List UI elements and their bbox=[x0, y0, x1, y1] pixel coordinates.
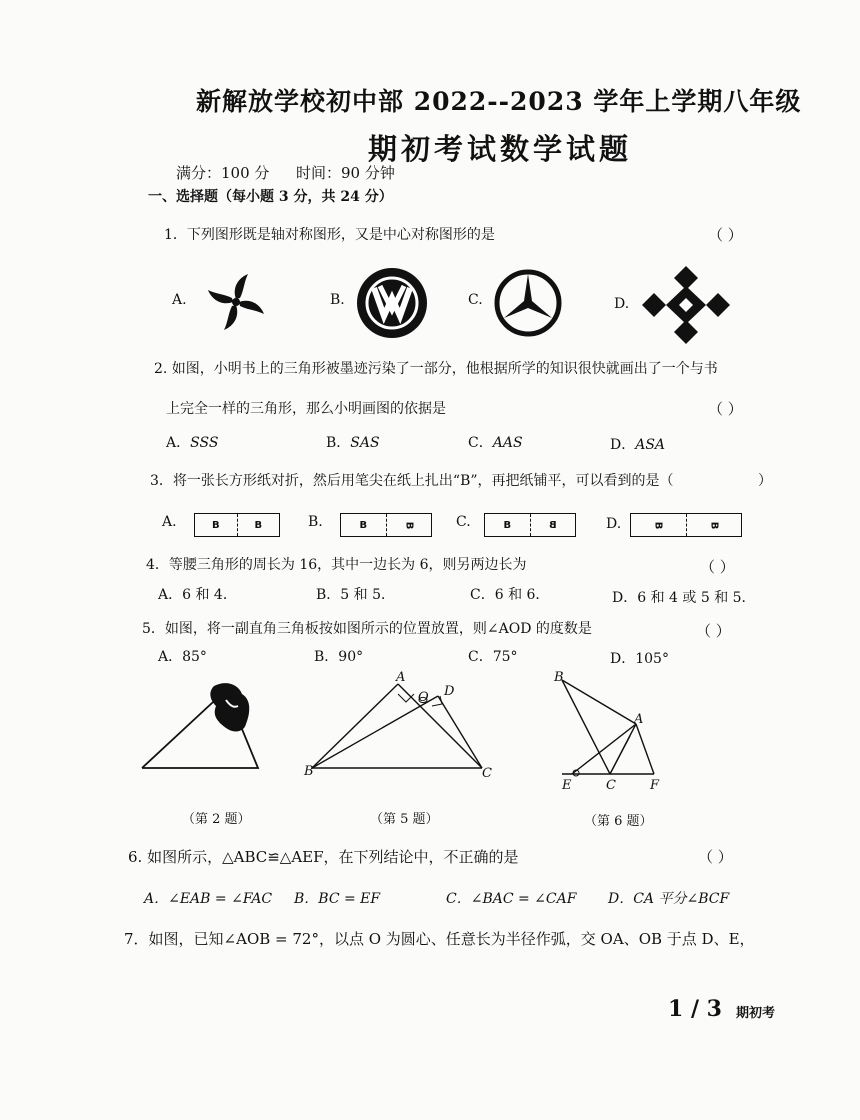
fig5-label-b: B bbox=[304, 764, 314, 779]
q2-option-c bbox=[468, 432, 523, 452]
footer-running-title: 期初考 bbox=[736, 1006, 776, 1021]
exam-school-title: 新解放学校初中部 2022--2023 学年上学期八年级 bbox=[196, 87, 802, 116]
q3-a-right-letter: B bbox=[254, 519, 263, 531]
q5-stem: 5．如图，将一副直角三角板按如图所示的位置放置，则∠AOD 的度数是 bbox=[142, 621, 592, 637]
fig6-label-f: F bbox=[650, 778, 660, 793]
section-title: 一、选择题（每小题 3 分，共 24 分） bbox=[148, 189, 393, 205]
q3-b-left-letter: B bbox=[359, 519, 368, 531]
q4-option-b: B．5 和 5． bbox=[316, 587, 396, 603]
q3-option-c-strip bbox=[484, 513, 576, 537]
q2-option-b-label: B． bbox=[326, 435, 351, 451]
q6-option-c: C．∠BAC = ∠CAF bbox=[446, 891, 577, 907]
q1-label-b: B. bbox=[330, 292, 345, 308]
q3-d-right-letter-rotated: B bbox=[708, 521, 720, 529]
q3-option-a-strip bbox=[194, 513, 280, 537]
q3-label-a: A. bbox=[162, 514, 177, 530]
exam-time: 时间：90 分钟 bbox=[296, 164, 395, 182]
q2-stem-line2: 上完全一样的三角形，那么小明画图的依据是 bbox=[166, 401, 446, 417]
q2-option-b-value: SAS bbox=[350, 435, 380, 451]
q1-answer-paren: （ ） bbox=[708, 226, 743, 244]
q3-a-left-letter: B bbox=[211, 519, 220, 531]
q2-option-b bbox=[326, 432, 380, 452]
q3-stem: 3．将一张长方形纸对折，然后用笔尖在纸上扎出“B”，再把纸铺平，可以看到的是（ bbox=[150, 473, 674, 489]
q6-stem: 6. 如图所示，△ABC≌△AEF，在下列结论中，不正确的是 bbox=[128, 848, 519, 866]
q1-option-d-diamond-cross-figure bbox=[638, 264, 734, 346]
q2-option-c-label: C． bbox=[468, 435, 493, 451]
q1-option-c-three-pointed-star-figure bbox=[492, 268, 564, 338]
q3-label-b: B. bbox=[308, 514, 323, 530]
fig6-label-a: A bbox=[634, 712, 644, 727]
q5-option-b: B．90° bbox=[314, 649, 364, 665]
q3-c-left-letter: B bbox=[503, 519, 512, 531]
q2-option-a-label: A． bbox=[166, 435, 191, 451]
q6-option-a: A．∠EAB = ∠FAC bbox=[144, 891, 273, 907]
q3-option-d-strip bbox=[630, 513, 742, 537]
q1-stem: 1．下列图形既是轴对称图形，又是中心对称图形的是 bbox=[164, 227, 495, 243]
q1-label-a: A. bbox=[172, 292, 187, 308]
fig5-label-o: O bbox=[418, 690, 429, 705]
figure-q6-congruent-triangles bbox=[548, 672, 668, 790]
fig5-label-d: D bbox=[444, 684, 455, 699]
q4-answer-paren: （ ） bbox=[700, 558, 735, 576]
q1-label-d: D. bbox=[614, 296, 630, 312]
fig5-label-c: C bbox=[482, 766, 492, 781]
q4-stem: 4．等腰三角形的周长为 16，其中一边长为 6，则另两边长为 bbox=[146, 557, 527, 573]
q3-label-d: D. bbox=[606, 516, 622, 532]
q2-option-c-value: AAS bbox=[492, 435, 523, 451]
q3-c-right-letter-mirrored: B bbox=[548, 519, 557, 531]
page-number: 1 / 3 bbox=[668, 996, 722, 1022]
q3-b-right-letter-rotated: B bbox=[403, 521, 415, 529]
q1-option-a-pinwheel-figure bbox=[198, 270, 274, 334]
full-score: 满分：100 分 bbox=[176, 164, 270, 182]
fig5-label-a: A bbox=[396, 670, 406, 685]
fig6-label-b: B bbox=[554, 670, 564, 685]
figure-q5-set-squares bbox=[300, 670, 500, 782]
q6-option-b: B．BC = EF bbox=[294, 891, 381, 907]
caption-q5: （第 5 题） bbox=[370, 812, 439, 827]
q2-answer-paren: （ ） bbox=[708, 400, 743, 418]
exam-title: 期初考试数学试题 bbox=[368, 132, 633, 166]
q6-answer-paren: （ ） bbox=[698, 848, 733, 866]
q3-stem-close: ） bbox=[758, 473, 772, 489]
caption-q2: （第 2 题） bbox=[182, 812, 251, 827]
q5-answer-paren: （ ） bbox=[696, 622, 731, 640]
q2-option-d-label: D． bbox=[610, 437, 636, 453]
q2-stem-line1: 2. 如图，小明书上的三角形被墨迹污染了一部分，他根据所学的知识很快就画出了一个与书 bbox=[154, 361, 718, 377]
q7-stem: 7．如图，已知∠AOB = 72°，以点 O 为圆心、任意长为半径作弧，交 OA、OB 于点 D、E， bbox=[124, 930, 755, 948]
fig6-label-c: C bbox=[606, 778, 616, 793]
q5-option-d: D．105° bbox=[610, 651, 669, 667]
q5-option-c: C．75° bbox=[468, 649, 518, 665]
q6-option-d: D．CA 平分∠BCF bbox=[608, 891, 730, 907]
q2-option-a bbox=[166, 432, 218, 452]
q1-option-b-vw-logo-figure bbox=[354, 266, 430, 340]
q3-option-b-strip bbox=[340, 513, 432, 537]
q4-option-d: D．6 和 4 或 5 和 5． bbox=[612, 590, 756, 606]
q4-option-a: A．6 和 4． bbox=[158, 587, 237, 603]
q3-label-c: C. bbox=[456, 514, 471, 530]
q2-option-d-value: ASA bbox=[635, 437, 666, 453]
q5-option-a: A．85° bbox=[158, 649, 207, 665]
fig6-label-e: E bbox=[562, 778, 572, 793]
q1-label-c: C. bbox=[468, 292, 483, 308]
q4-option-c: C．6 和 6． bbox=[470, 587, 550, 603]
q3-d-left-letter-rotated: B bbox=[652, 521, 664, 529]
figure-q2-stained-triangle bbox=[138, 672, 272, 776]
q2-option-d bbox=[610, 434, 665, 454]
q2-option-a-value: SSS bbox=[190, 435, 219, 451]
caption-q6: （第 6 题） bbox=[584, 814, 653, 829]
